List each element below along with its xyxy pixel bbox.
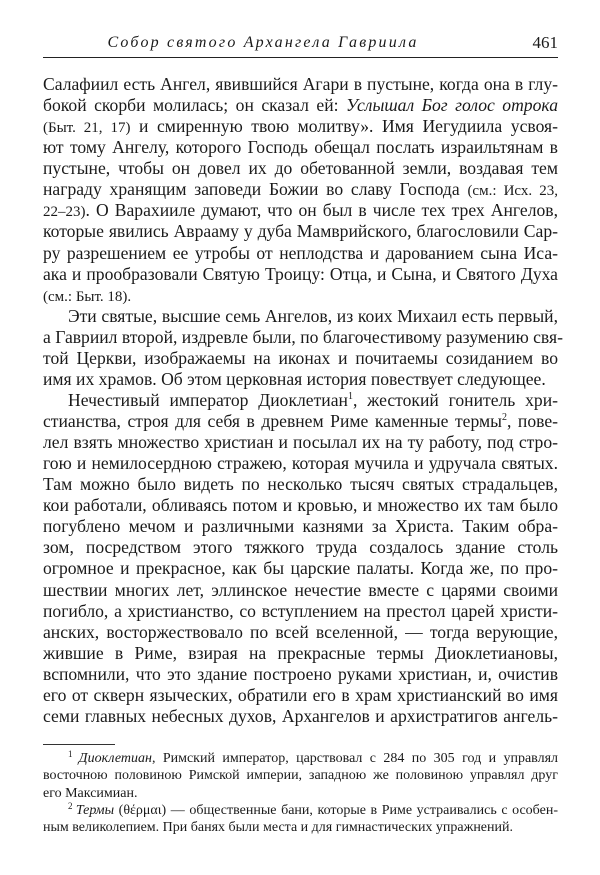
- header-rule: [43, 57, 558, 58]
- text-line: [43, 243, 558, 264]
- text-run: шествии многих лет, эллинское нечестие вместе с царями своими: [43, 579, 558, 600]
- page-number: 461: [532, 33, 558, 52]
- text-line: [43, 116, 558, 137]
- text-line: [43, 158, 558, 179]
- text-line: [43, 622, 558, 643]
- reference-text: 22–23): [43, 204, 86, 221]
- text-run: имя их храмов. Об этом церковная история повествует следующее.: [43, 368, 546, 389]
- text-line: [43, 664, 558, 685]
- italic-text: Услышал Бог голос отрока: [345, 95, 558, 116]
- text-run: гою и немилосердною стражею, которая мучила и удручала святых.: [43, 453, 558, 474]
- text-run: . О Варахииле думают, что он был в числе тех трех Ангелов,: [85, 200, 558, 221]
- text-run: ака и прообразовали Святую Троицу: Отца, и Сына, и Святого Духа: [43, 263, 558, 284]
- text-run: анских, восторжествовало по всей вселенной, — тогда верующие,: [43, 621, 558, 642]
- text-run: ют тому Ангелу, которого Господь обещал послать израильтянам в: [43, 137, 558, 158]
- footnote-line: [43, 785, 558, 802]
- text-run: его от скверн языческих, обратили его в храм христианский во имя: [43, 684, 558, 705]
- text-line: [43, 685, 558, 706]
- text-run: семи главных небесных духов, Архангелов и архистратигов ангель-: [43, 705, 558, 726]
- text-run: огромное и прекрасное, как бы царские палаты. Когда же, по про-: [43, 558, 558, 579]
- text-line: [43, 390, 558, 411]
- text-line: [43, 432, 558, 453]
- text-run: восточною половиною Римской империи, западною же половиною управлял друг: [43, 768, 558, 784]
- text-run: Нечестивый император Диоклетиан: [68, 389, 348, 410]
- reference-text: (см.: Исх. 23,: [467, 183, 559, 200]
- text-line: [43, 95, 558, 116]
- text-run: жившие в Риме, взирая на прекрасные термы Диоклетиановы,: [43, 642, 558, 663]
- text-run: лел взять множество христиан и посылал их на ту работу, под стро-: [43, 432, 558, 453]
- text-run: погублено мечом и различными казнями за Христа. Таким обра-: [43, 516, 558, 537]
- text-run: бокой скорби молилась; он сказал ей:: [43, 95, 346, 116]
- footnote-marker: 1: [347, 390, 353, 402]
- footnotes: [43, 750, 558, 836]
- text-line: [43, 474, 558, 495]
- text-line: [43, 495, 558, 516]
- text-run: (θέρμαι) — общественные бани, которые в Риме устраивались с особен-: [114, 802, 558, 818]
- text-line: [43, 643, 558, 664]
- text-line: [43, 348, 558, 369]
- text-line: [43, 221, 558, 242]
- text-line: [43, 306, 558, 327]
- footnote-line: [43, 767, 558, 784]
- text-line: [43, 580, 558, 601]
- text-run: ру разрешением ее утробы от неплодства и дарованием сына Иса-: [43, 242, 558, 263]
- text-run: а Гавриил второй, издревле были, по благочестивому разумению свя-: [43, 326, 563, 347]
- text-run: и смиренную твою молитву». Имя Иегудиила усвоя-: [130, 116, 559, 137]
- text-run: вспомнили, что это здание построено руками христиан, и, очистив: [43, 663, 558, 684]
- text-line: [43, 537, 558, 558]
- footnote-marker: 1: [68, 749, 79, 759]
- text-line: [43, 411, 558, 432]
- footnote-rule: [43, 744, 115, 745]
- running-title: Собор святого Архангела Гавриила: [107, 34, 419, 51]
- text-run: пустыне, чтобы он довел их до обетованной земли, воздавая тем: [43, 158, 558, 179]
- text-line: [43, 706, 558, 727]
- text-run: , пове-: [506, 411, 558, 431]
- text-line: [43, 179, 558, 200]
- text-run: которые явились Аврааму у дуба Мамврийского, благословили Сар-: [43, 221, 558, 242]
- text-line: [43, 453, 558, 474]
- footnote-line: [43, 819, 558, 836]
- text-run: Салафиил есть Ангел, явившийся Агари в пустыне, когда она в глу-: [43, 74, 558, 94]
- body-text: [43, 74, 563, 727]
- text-line: [43, 264, 558, 285]
- footnote-line: [43, 802, 558, 819]
- text-run: , Римский император, царствовал с 284 по 305 год и управлял: [151, 751, 559, 766]
- text-run: , жестокий гонитель хри-: [352, 389, 559, 410]
- text-line: [43, 326, 563, 348]
- footnote-line: [43, 750, 558, 767]
- text-line: [43, 558, 558, 579]
- text-run: ным великолепием. При банях были места и для гимнастических упражнений.: [43, 820, 513, 836]
- text-run: стианства, строя для себя в древнем Риме каменные термы: [43, 411, 502, 431]
- text-run: той Церкви, изображаемы на иконах и почитаемы созиданием во: [43, 347, 558, 368]
- text-run: погибло, а христианство, со вступлением на престол царей христи-: [43, 600, 558, 621]
- text-run: его Максимиан.: [43, 785, 138, 801]
- text-run: Там можно было видеть по несколько тысяч святых страдальцев,: [43, 474, 558, 495]
- text-line: [43, 285, 558, 306]
- text-run: награду хранящим заповеди Божии во славу Господа: [43, 179, 468, 200]
- italic-text: Термы: [75, 802, 115, 818]
- italic-text: Диоклетиан: [78, 751, 152, 766]
- text-line: [43, 516, 558, 537]
- text-run: кои работали, обливаясь потом и кровью, и множество их там было: [43, 495, 558, 516]
- footnote-marker: 2: [68, 800, 76, 811]
- text-line: [43, 74, 558, 95]
- footnote-marker: 2: [501, 412, 507, 423]
- text-run: зом, посредством этого тяжкого труда создалось здание столь: [43, 537, 558, 558]
- text-line: [43, 601, 558, 622]
- text-line: [43, 137, 558, 158]
- text-line: [43, 200, 558, 221]
- text-run: Эти святые, высшие семь Ангелов, из коих Михаил есть первый,: [68, 305, 558, 326]
- reference-text: (Быт. 21, 17): [43, 120, 131, 137]
- reference-text: (см.: Быт. 18).: [43, 288, 132, 305]
- text-line: [43, 369, 558, 390]
